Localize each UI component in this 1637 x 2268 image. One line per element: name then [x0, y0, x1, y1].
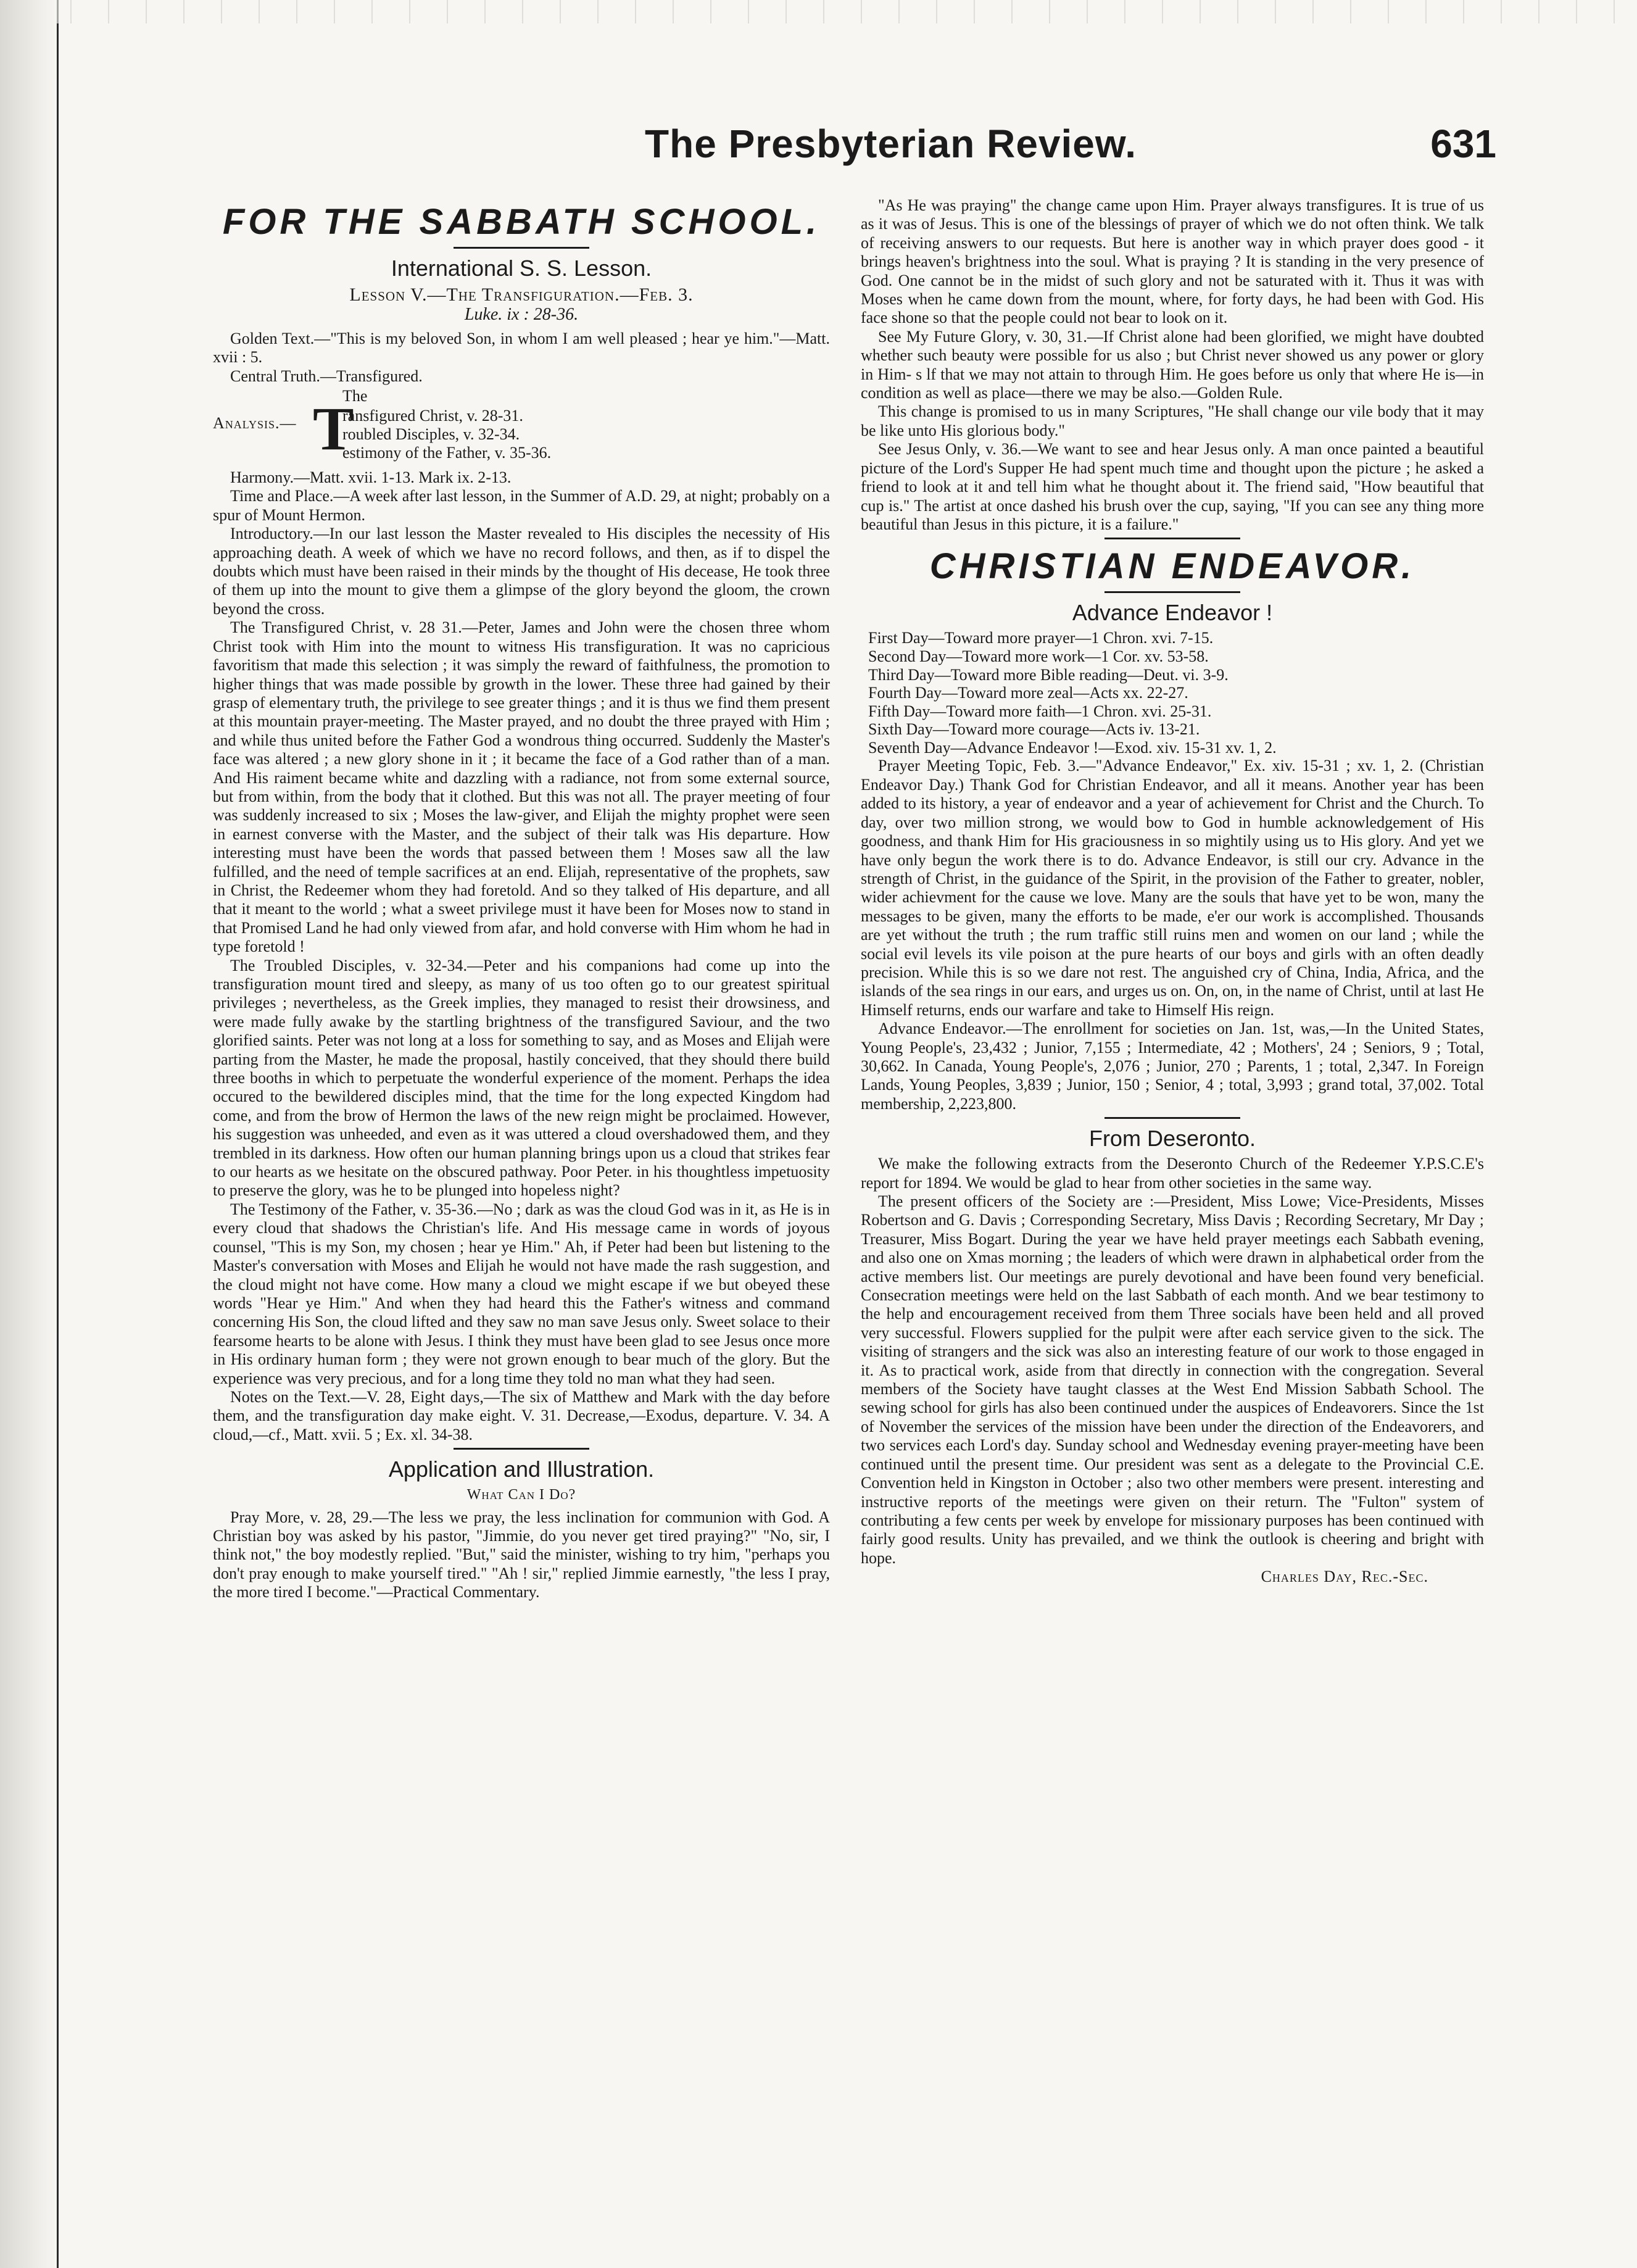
- troubled-disciples-paragraph: The Troubled Disciples, v. 32-34.—Peter and his companions had come up into the transfiguration mount tired and sleepy, as many of us too often go to our greatest spiritual privileges ; nevertheless, as the Greek implies, they managed to resist their drowsiness, and were made fully awake by the startling brightness of the transfigured Saviour, and the two glorified saints. Peter was not long at a loss for something to say, and as Moses and Elijah were parting from the Master, he made the proposal, hastily conceived, that they should there build three booths in which to perpetuate the wonderful experience of the moment. Perhaps the idea occured to the bewildered disciples mind, that the time for the long expected Kingdom had come, and from the brow of Hermon the laws of the new reign might be proclaimed. However, his suggestion was unheeded, and even as it was uttered a cloud overshadowed them, and they trembled in its darkness. How often our human planning brings upon us a cloud that strikes fear to our hearts as we hesitate on the obscured pathway. Poor Peter. in his thoughtless impetuosity to preserve the glory, was he to be plunged into hopeless night?: [213, 956, 830, 1200]
- scan-binding-edge: [0, 0, 59, 2268]
- central-truth: Central Truth.—Transfigured.: [230, 367, 423, 385]
- section-rule: [1104, 1117, 1240, 1119]
- journal-title: The Presbyterian Review.: [645, 122, 1137, 166]
- deseronto-heading: From Deseronto.: [1088, 1126, 1256, 1152]
- deseronto-intro: We make the following extracts from the Deseronto Church of the Redeemer Y.P.S.C.E's report for 1894. We would be glad to hear from other societies in the same way.: [861, 1155, 1484, 1192]
- lesson-title: Lesson V.—The Transfiguration.—Feb. 3.: [349, 285, 694, 305]
- page-number: 631: [1430, 122, 1496, 166]
- transfigured-christ-paragraph: The Transfigured Christ, v. 28 31.—Peter, James and John were the chosen three whom Christ took with Him into the mount to witness His transfiguration. It was no capricious favoritism that made this selection ; it was simply the reward of faithfulness, the promotion to higher things that was made possible by growth in the lower. These three had gained by their grasp of elementary truth, the privilege to see greater things ; and it is thus we find them present at this mountain prayer-meeting. The Master prayed, and no doubt the three prayed with Him ; and while thus united before the Father God a wondrous thing occurred. Suddenly the Master's face was altered ; a new glory shone in it ; it became the face of a God rather than of a man. And His raiment became white and dazzling with a radiance, not from some external source, but from within, from the body that it clothed. But this was not all. The prayer meeting of four was suddenly increased to six ; Moses the law-giver, and Elijah the mighty prophet were seen in earnest converse with the Master, and the subject of their talk was His departure. How interesting must have been the words that passed between them ! Moses saw all the law fulfilled, and the need of temple sacrifices at an end. Elijah, representative of the prophets, saw in Christ, the Redeemer whom they had foretold. And so they talked of His departure, and all that it meant to the world ; what a sweet privilege must it have been for Moses now to stand in that Promised Land he had only viewed from afar, and hold converse with Him whom he had in type foretold !: [213, 618, 830, 956]
- heading-rule: [454, 247, 589, 249]
- golden-text: Golden Text.—"This is my beloved Son, in whom I am well pleased ; hear ye him."—Matt. xvii : 5.: [213, 329, 830, 367]
- deseronto-report: The present officers of the Society are :—President, Miss Lowe; Vice-Presidents, Misses Robertson and G. Davis ; Corresponding Secretary, Miss Davis ; Recording Secretary, Mr Day ; Treasurer, Miss Bogart. During the year we have held prayer meetings each Sabbath evening, and also one on Xmas morning ; the leaders of which were drawn in alphabetical order from the active members list. Our meetings are purely devotional and have been found very beneficial. Consecration meetings were held on the last Sabbath of each month. And we bear testimony to the help and encouragement received from them Three socials have been held and all proved very successful. Flowers supplied for the pulpit were after each service given to the sick. The visiting of strangers and the sick was also an interesting feature of our work to those engaged in it. As to practical work, aside from that directly in connection with the congregation. Several members of the Society have taught classes at the West End Mission Sabbath School. The sewing school for girls has also been continued under the auspices of Endeavorers. Since the 1st of November the services of the mission have been under the direction of the Endeavorers, and two services each Lord's day. Sunday school and Wednesday evening prayer-meeting have been continued until the present time. Our president was sent as a delegate to the Provincial C.E. Convention held in Kingston in October ; also two other members were present. interesting and instructive reports of the meetings were given on their return. The "Fulton" system of contributing a few cents per week by envelope for missionary purposes has been continued with fairly good results. Unity has prevailed, and we think the outlook is cheering and bright with hope.: [861, 1192, 1484, 1567]
- daily-readings-list: [868, 629, 1484, 757]
- harmony: Harmony.—Matt. xvii. 1-13. Mark ix. 2-13.: [230, 468, 512, 487]
- analysis-block: [213, 387, 830, 466]
- change-promised-paragraph: This change is promised to us in many Scriptures, "He shall change our vile body that it may be like unto His glorious body.": [861, 402, 1484, 439]
- signature: Charles Day, Rec.-Sec.: [1261, 1568, 1428, 1586]
- daily-reading: Fifth Day—Toward more faith—1 Chron. xvi. 25-31.: [868, 702, 1212, 720]
- application-heading: Application and Illustration.: [388, 1456, 655, 1482]
- time-and-place: Time and Place.—A week after last lesson, in the Summer of A.D. 29, at night; probably on a spur of Mount Hermon.: [213, 487, 830, 524]
- daily-reading: Seventh Day—Advance Endeavor !—Exod. xiv. 15-31 xv. 1, 2.: [868, 738, 1277, 757]
- lesson-reference: Luke. ix : 28-36.: [464, 305, 579, 325]
- pray-more-paragraph: Pray More, v. 28, 29.—The less we pray, the less inclination for communion with God. A Christian boy was asked by his pastor, "Jimmie, do you never get tired praying?" "No, sir, I think not," the boy modestly replied. "But," said the minister, wishing to try him, "perhaps you don't pray enough to make yourself tired." "Ah ! sir," replied Jimmie earnestly, "the less I pray, the more tired I become."—Practical Commentary.: [213, 1508, 830, 1601]
- what-can-i-do: What Can I Do?: [466, 1487, 576, 1503]
- right-column: [861, 196, 1484, 1587]
- section-rule: [1104, 538, 1240, 539]
- daily-reading: Fourth Day—Toward more zeal—Acts xx. 22-27.: [868, 684, 1188, 702]
- sabbath-school-heading: FOR THE SABBATH SCHOOL.: [222, 202, 821, 242]
- left-column: [213, 196, 830, 1602]
- analysis-line: ransfigured Christ, v. 28-31.: [342, 407, 523, 425]
- christian-endeavor-heading: CHRISTIAN ENDEAVOR.: [929, 546, 1415, 587]
- analysis-label: Analysis.—: [213, 414, 297, 433]
- introductory-paragraph: Introductory.—In our last lesson the Master revealed to His disciples the necessity of His approaching death. A week of which we have no record follows, and then, as if to dispel the doubts which must have been raised in their minds by the thought of His decease, He took three of them up into the mount to give them a glimpse of the glory beyond the gloom, the crown beyond the cross.: [213, 525, 830, 618]
- lesson-subheading: International S. S. Lesson.: [391, 255, 652, 281]
- jesus-only-paragraph: See Jesus Only, v. 36.—We want to see and hear Jesus only. A man once painted a beautiful picture of the Lord's Supper He had spent much time and thought upon the picture ; he asked a friend to look at it and tell him what he thought about it. The friend said, "How beautiful that cup is." The artist at once dashed his brush over the cup, saying, "If you can see any thing more beautiful than Jesus in this picture, it is a failure.": [861, 440, 1484, 533]
- analysis-line: roubled Disciples, v. 32-34.: [342, 425, 520, 444]
- daily-reading: Second Day—Toward more work—1 Cor. xv. 53-58.: [868, 647, 1209, 665]
- daily-reading: Third Day—Toward more Bible reading—Deut. vi. 3-9.: [868, 665, 1229, 684]
- testimony-paragraph: The Testimony of the Father, v. 35-36.—No ; dark as was the cloud God was in it, as He is in every cloud that shadows the Christian's life. And His message came in words of joyous counsel, "This is my Son, my chosen ; hear ye Him." Ah, if Peter had been but listening to the Master's conversation with Moses and Elijah he would not have made the rash suggestion, and the cloud might not have come. How many a cloud we might escape if we but obeyed these words "Hear ye Him." And when they had heard this the Father's witness and command concerning His Son, the cloud lifted and they saw no man save Jesus only. Sweet solace to their fearsome hearts to be alone with Jesus. I think they must have been glad to see Jesus once more in His ordinary human form ; they were not grown enough to bear much of the glory. But the experience was very precious, and for a long time they told no man what they had seen.: [213, 1200, 830, 1387]
- advance-endeavor-heading: Advance Endeavor !: [1072, 600, 1273, 626]
- future-glory-paragraph: See My Future Glory, v. 30, 31.—If Christ alone had been glorified, we might have doubted whether such beauty were possible for us also ; but Christ never showed us any power or glory in Him- s lf that we may not attain to through Him. He goes before us only that where He is—in condition as well as place—there we may be also.—Golden Rule.: [861, 327, 1484, 402]
- prayer-meeting-topic: Prayer Meeting Topic, Feb. 3.—"Advance Endeavor," Ex. xiv. 15-31 ; xv. 1, 2. (Christian Endeavor Day.) Thank God for Christian Endeavor, and all it means. Another year has been added to its history, a year of endeavor and a year of achievement for Christ and the Church. To day, over two million strong, we would bow to God in humble acknowledgement of His goodness, and thank Him for His graciousness in so mightily using us to His glory. And yet we have only begun the work there is to do. Advance Endeavor, is still our cry. Advance in the strength of Christ, in the guidance of the Spirit, in the provision of the Father to greater, nobler, wider achievment for the cause we love. Many are the souls that have yet to be won, many the messages to be given, many the efforts to be made, e'er our work is accomplished. Thousands are yet without the truth ; the rum traffic still ruins men and women on our land ; while the social evil levels its vile poison at the pure hearts of our boys and girls with an often deadly precision. While this is so we dare not rest. The anguished cry of China, India, Africa, and the islands of the sea rings in our ears, and urges us on. On, on, in the name of Christ, until at last He Himself returns, ends our warfare and take to Himself His reign.: [861, 757, 1484, 1019]
- section-rule: [454, 1448, 589, 1450]
- daily-reading: First Day—Toward more prayer—1 Chron. xvi. 7-15.: [868, 629, 1214, 647]
- analysis-line: estimony of the Father, v. 35-36.: [342, 444, 552, 462]
- analysis-the: The: [342, 387, 368, 405]
- advance-endeavor-stats: Advance Endeavor.—The enrollment for societies on Jan. 1st, was,—In the United States, Young People's, 23,432 ; Junior, 7,155 ; Intermediate, 42 ; Mothers', 24 ; Seniors, 9 ; Total, 30,662. In Canada, Young People's, 2,076 ; Junior, 270 ; Parents, 1 ; total, 2,347. In Foreign Lands, Young Peoples, 3,839 ; Junior, 150 ; Senior, 4 ; total, 3,993 ; grand total, 37,002. Total membership, 2,223,800.: [861, 1020, 1484, 1113]
- notes-on-text: Notes on the Text.—V. 28, Eight days,—The six of Matthew and Mark with the day before them, and the transfiguration day make eight. V. 31. Decrease,—Exodus, departure. V. 34. A cloud,—cf., Matt. xvii. 5 ; Ex. xl. 34-38.: [213, 1387, 830, 1443]
- page-header: [645, 121, 1496, 180]
- analysis-initial: T: [313, 394, 354, 463]
- scan-top-noise: [57, 0, 1637, 23]
- heading-rule: [1104, 591, 1240, 593]
- daily-reading: Sixth Day—Toward more courage—Acts iv. 13-21.: [868, 720, 1200, 739]
- as-he-was-praying-paragraph: "As He was praying" the change came upon Him. Prayer always transfigures. It is true of us as it was of Jesus. This is one of the blessings of prayer of which we do not often think. We talk of receiving answers to our requests. But here is another way in which prayer does good - it brings heaven's brightness into the soul. What is praying ? It is standing in the very presence of God. One cannot be in the midst of such glory and not be saturated with it. Thus it was with Moses when he came down from the mount, where, for forty days, he had been with God. His face shone so that the people could not bear to look on it.: [861, 196, 1484, 327]
